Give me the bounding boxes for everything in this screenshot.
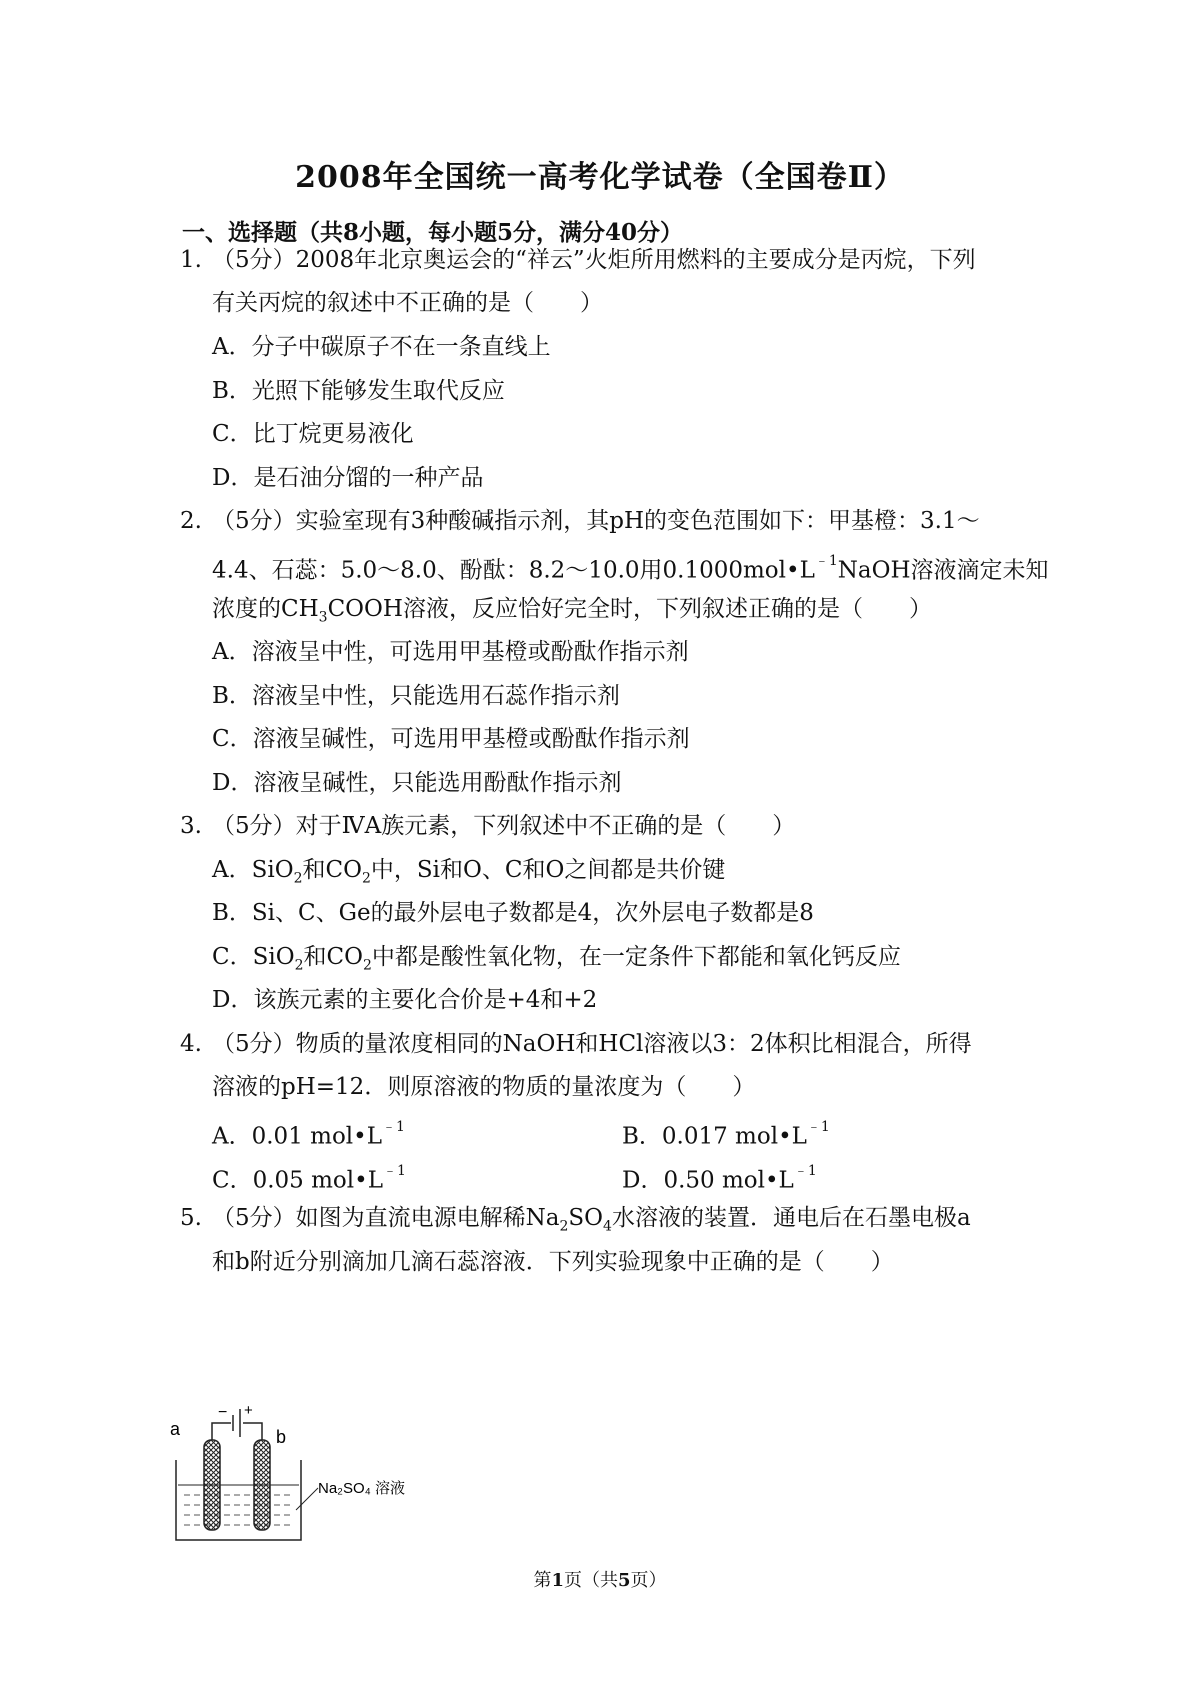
question-2-option-a: A．溶液呈中性，可选用甲基橙或酚酞作指示剂 xyxy=(212,639,689,665)
q5-line1-part2: SO xyxy=(568,1205,604,1231)
question-2-line2-superscript: ﹣1 xyxy=(814,553,838,569)
electrode-a-label: a xyxy=(170,1419,181,1439)
question-4-stem-line2: 溶液的pH=12．则原溶液的物质的量浓度为（ ） xyxy=(212,1074,756,1100)
q5-line1-sub1: 2 xyxy=(559,1218,569,1235)
question-2-stem-line1: （5分）实验室现有3种酸碱指示剂，其pH的变色范围如下：甲基橙：3.1～ xyxy=(212,508,980,534)
question-2-option-b: B．溶液呈中性，只能选用石蕊作指示剂 xyxy=(212,683,620,709)
q4a-text: A．0.01 mol•L xyxy=(212,1123,382,1150)
q3c-sub1: 2 xyxy=(294,957,304,974)
q3a-part2: 和CO xyxy=(302,857,362,883)
q3a-part3: 中，Si和O、C和O之间都是共价键 xyxy=(370,857,726,883)
question-2-stem-line2 xyxy=(212,550,1049,586)
section-heading: 一、选择题（共8小题，每小题5分，满分40分） xyxy=(182,219,684,246)
question-4-option-b xyxy=(622,1116,830,1152)
question-2-line3-part2: COOH溶液，反应恰好完全时，下列叙述正确的是（ ） xyxy=(327,596,932,622)
question-5-stem-line2: 和b附近分别滴加几滴石蕊溶液．下列实验现象中正确的是（ ） xyxy=(212,1249,894,1275)
question-3-option-d: D．该族元素的主要化合价是+4和+2 xyxy=(212,987,598,1013)
question-4-option-d xyxy=(622,1160,817,1196)
q3a-sub1: 2 xyxy=(293,870,303,887)
question-4-option-a xyxy=(212,1116,405,1152)
wire-b xyxy=(243,1423,262,1440)
q4a-sup: ﹣1 xyxy=(381,1119,405,1135)
q3a-sub2: 2 xyxy=(361,870,371,887)
question-3-option-c xyxy=(212,942,901,981)
solution-label: Na₂SO₄ 溶液 xyxy=(318,1480,405,1497)
question-3-option-a xyxy=(212,855,725,894)
q4c-text: C．0.05 mol•L xyxy=(212,1167,383,1194)
question-1-stem-line1: （5分）2008年北京奥运会的“祥云”火炬所用燃料的主要成分是丙烷，下列 xyxy=(212,247,976,273)
q5-line1-part1: （5分）如图为直流电源电解稀Na xyxy=(212,1205,560,1231)
q5-line1-sub2: 4 xyxy=(603,1218,612,1235)
question-1-number: 1. xyxy=(180,247,202,273)
question-2-stem-line3 xyxy=(212,594,932,633)
question-2-number: 2. xyxy=(180,508,202,534)
question-3-option-b: B．Si、C、Ge的最外层电子数都是4，次外层电子数都是8 xyxy=(212,900,814,926)
page-footer xyxy=(0,1566,1200,1592)
question-1-option-c: C．比丁烷更易液化 xyxy=(212,421,414,447)
solution-pointer-line xyxy=(296,1488,318,1510)
question-2-option-d: D．溶液呈碱性，只能选用酚酞作指示剂 xyxy=(212,770,622,796)
question-3-number: 3. xyxy=(180,813,202,839)
footer-mid: 页（共 xyxy=(564,1570,618,1591)
question-1-option-b: B．光照下能够发生取代反应 xyxy=(212,378,505,404)
wire-a xyxy=(212,1423,231,1440)
q3c-part2: 和CO xyxy=(303,944,363,970)
q4c-sup: ﹣1 xyxy=(382,1163,406,1179)
question-4-option-c xyxy=(212,1160,406,1196)
question-1-stem-line2: 有关丙烷的叙述中不正确的是（ ） xyxy=(212,290,603,316)
beaker-outline xyxy=(176,1460,301,1540)
question-2-line2-part1: 4.4、石蕊：5.0～8.0、酚酞：8.2～10.0用0.1000mol•L xyxy=(212,557,815,584)
footer-total-pages: 5 xyxy=(618,1570,631,1591)
question-2-line3-part1: 浓度的CH xyxy=(212,596,319,622)
footer-post: 页） xyxy=(630,1570,667,1591)
q4b-sup: ﹣1 xyxy=(806,1119,830,1135)
question-2-option-c: C．溶液呈碱性，可选用甲基橙或酚酞作指示剂 xyxy=(212,726,690,752)
question-3-stem: （5分）对于ⅣA族元素，下列叙述中不正确的是（ ） xyxy=(212,813,796,839)
q3c-part1: C．SiO xyxy=(212,944,295,970)
q3c-part3: 中都是酸性氧化物，在一定条件下都能和氧化钙反应 xyxy=(371,944,901,970)
question-4-number: 4. xyxy=(180,1031,202,1057)
electrode-b xyxy=(254,1440,270,1530)
q4d-text: D．0.50 mol•L xyxy=(622,1167,794,1194)
q5-line1-part3: 水溶液的装置．通电后在石墨电极a xyxy=(611,1205,971,1231)
q3c-sub2: 2 xyxy=(362,957,372,974)
electrode-b-label: b xyxy=(276,1427,287,1447)
question-1-option-d: D．是石油分馏的一种产品 xyxy=(212,465,484,491)
electrode-a xyxy=(204,1440,220,1530)
question-5-stem-line1 xyxy=(212,1203,971,1242)
electrolysis-diagram xyxy=(170,1402,436,1545)
question-1-option-a: A．分子中碳原子不在一条直线上 xyxy=(212,334,551,360)
footer-pre: 第 xyxy=(533,1570,552,1591)
question-4-stem-line1: （5分）物质的量浓度相同的NaOH和HCl溶液以3：2体积比相混合，所得 xyxy=(212,1031,972,1057)
battery-minus-label: − xyxy=(218,1404,228,1421)
q4d-sup: ﹣1 xyxy=(793,1163,817,1179)
question-2-line2-part2: NaOH溶液滴定未知 xyxy=(837,557,1049,584)
question-5-number: 5. xyxy=(180,1205,202,1231)
page-title: 2008年全国统一高考化学试卷（全国卷Ⅱ） xyxy=(295,160,905,195)
battery-plus-label: + xyxy=(244,1402,253,1419)
question-2-line3-subscript: 3 xyxy=(318,609,328,626)
q3a-part1: A．SiO xyxy=(212,857,294,883)
footer-page-number: 1 xyxy=(551,1570,564,1591)
q4b-text: B．0.017 mol•L xyxy=(622,1123,807,1150)
